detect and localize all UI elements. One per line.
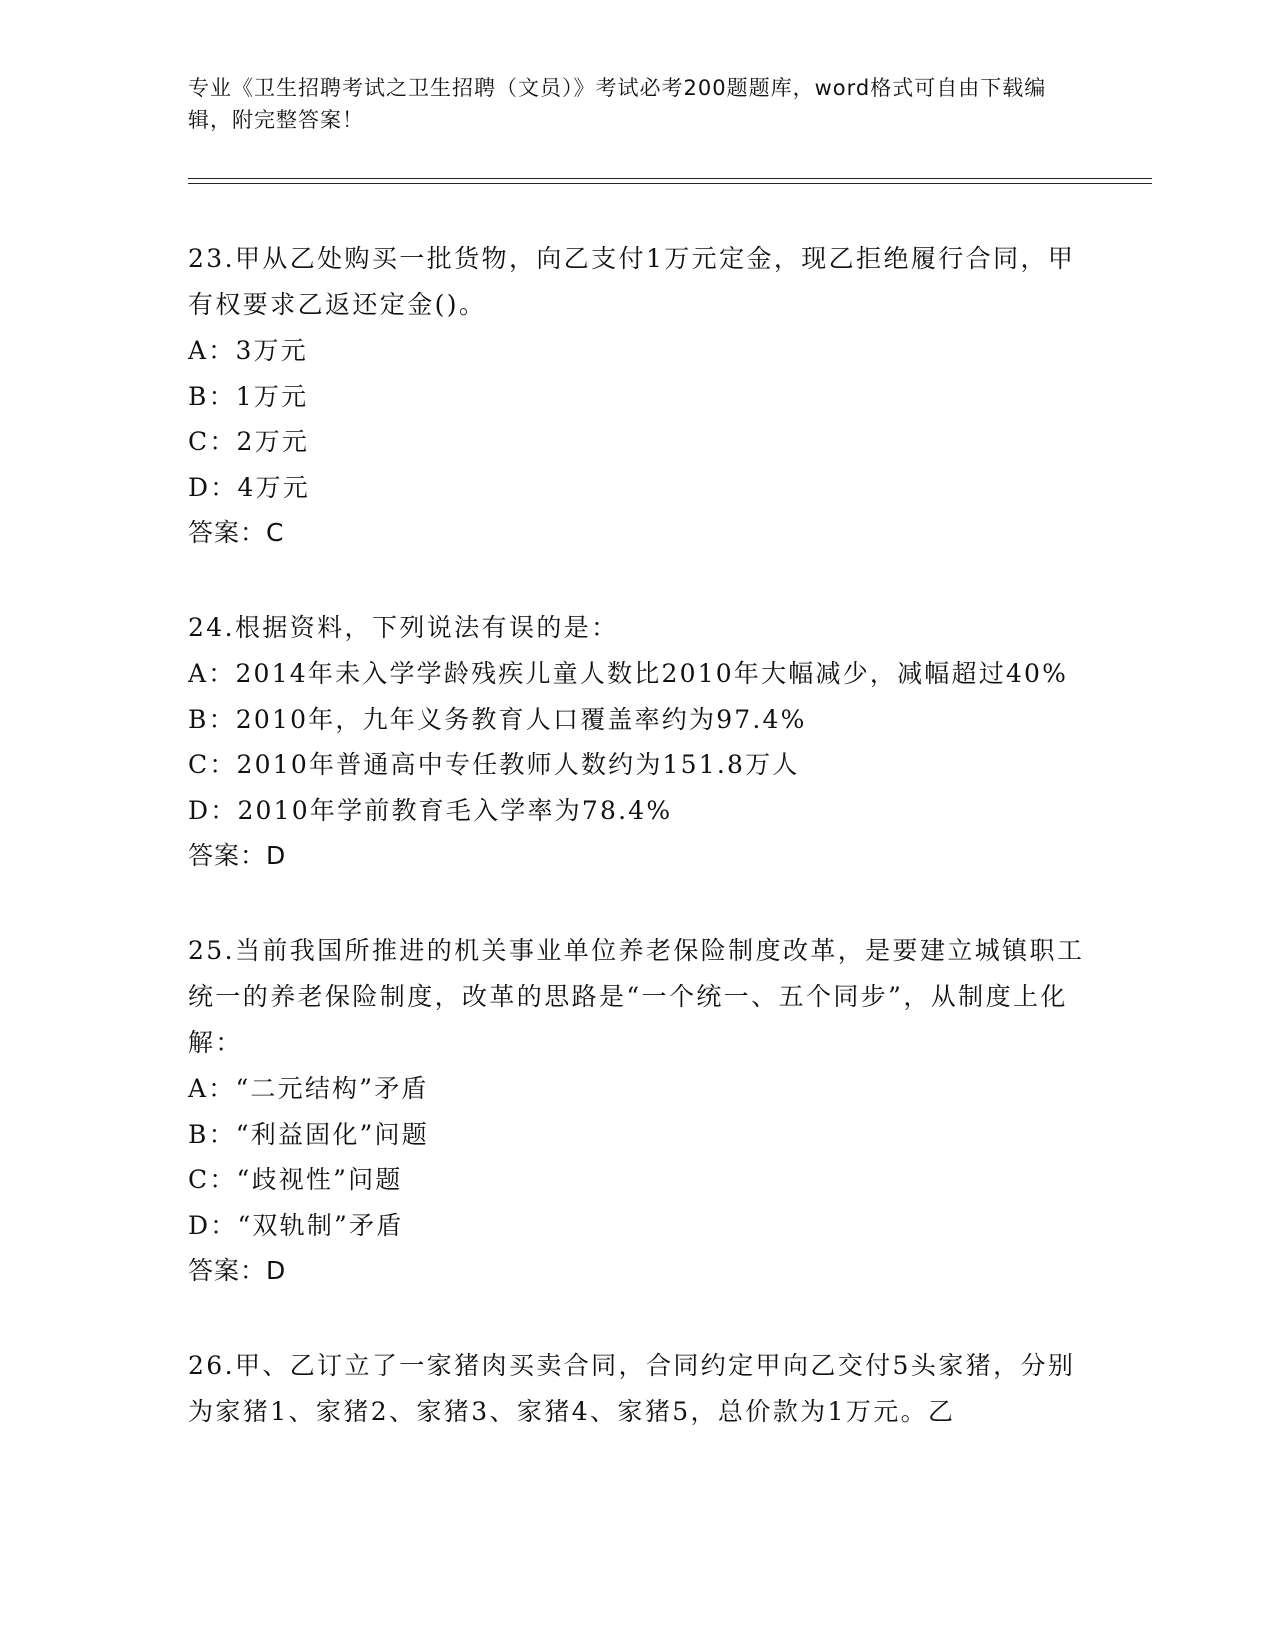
option-d: D：2010年学前教育毛入学率为78.4% <box>188 795 673 825</box>
option-b: B：“利益固化”问题 <box>188 1119 429 1149</box>
answer-line: 答案：D <box>188 841 287 870</box>
question-stem: 23.甲从乙处购买一批货物，向乙支付1万元定金，现乙拒绝履行合同，甲有权要求乙返还定金()。 <box>188 244 1076 319</box>
option-b: B：2010年，九年义务教育人口覆盖率约为97.4% <box>188 704 807 734</box>
option-c: C：“歧视性”问题 <box>188 1165 403 1194</box>
answer-line: 答案：C <box>188 518 285 547</box>
header-divider-bottom <box>188 183 1152 184</box>
question-stem: 24.根据资料，下列说法有误的是： <box>188 613 619 642</box>
question-23 <box>188 236 1088 555</box>
option-b: B：1万元 <box>188 381 309 411</box>
option-a: A：3万元 <box>188 336 308 365</box>
question-24 <box>188 605 1088 878</box>
question-25 <box>188 928 1088 1293</box>
option-c: C：2万元 <box>188 427 310 456</box>
question-26 <box>188 1343 1088 1435</box>
question-stem: 25.当前我国所推进的机关事业单位养老保险制度改革，是要建立城镇职工统一的养老保险制度，改革的思路是“一个统一、五个同步”，从制度上化解： <box>188 936 1085 1057</box>
option-a: A：2014年未入学学龄残疾儿童人数比2010年大幅减少，减幅超过40% <box>188 659 1069 688</box>
answer-line: 答案：D <box>188 1256 287 1285</box>
question-stem: 26.甲、乙订立了一家猪肉买卖合同，合同约定甲向乙交付5头家猪，分别为家猪1、家猪2、家猪3、家猪4、家猪5，总价款为1万元。乙 <box>188 1351 1076 1426</box>
option-d: D：4万元 <box>188 472 310 502</box>
option-a: A：“二元结构”矛盾 <box>188 1074 429 1103</box>
option-d: D：“双轨制”矛盾 <box>188 1210 404 1240</box>
document-header: 专业《卫生招聘考试之卫生招聘（文员）》考试必考200题题库，word格式可自由下载编辑，附完整答案！ <box>188 76 1047 132</box>
header-divider-top <box>188 178 1152 179</box>
option-c: C：2010年普通高中专任教师人数约为151.8万人 <box>188 750 800 779</box>
question-list <box>188 236 1088 1485</box>
